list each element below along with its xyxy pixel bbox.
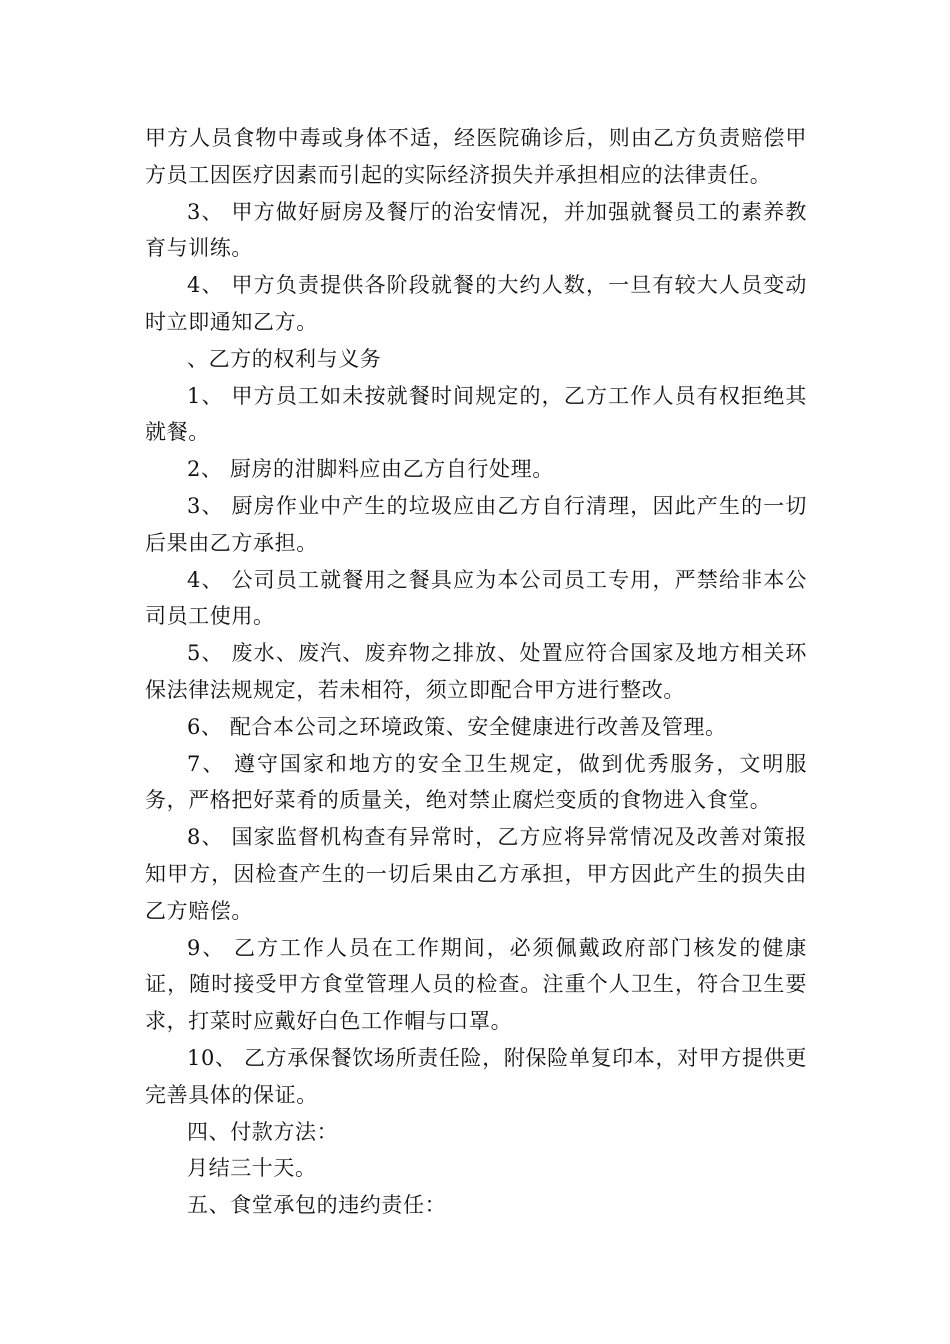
paragraph-party-a-clause-4: 4、 甲方负责提供各阶段就餐的大约人数，一旦有较大人员变动时立即通知乙方。 — [145, 273, 807, 334]
paragraph-liability-continued: 甲方人员食物中毒或身体不适，经医院确诊后，则由乙方负责赔偿甲方员工因医疗因素而引起的实际经济损失并承担相应的法律责任。 — [145, 126, 807, 187]
paragraph-party-b-clause-3: 3、 厨房作业中产生的垃圾应由乙方自行清理，因此产生的一切后果由乙方承担。 — [145, 493, 807, 555]
paragraph-party-b-clause-6: 6、 配合本公司之环境政策、安全健康进行改善及管理。 — [187, 714, 727, 739]
section-heading-payment-method: 四、付款方法： — [187, 1119, 339, 1144]
paragraph-party-b-clause-1: 1、 甲方员工如未按就餐时间规定的，乙方工作人员有权拒绝其就餐。 — [145, 383, 807, 445]
paragraph-payment-terms: 月结三十天。 — [187, 1156, 317, 1181]
document-body — [145, 120, 807, 1224]
paragraph-party-b-clause-5: 5、 废水、废汽、废弃物之排放、处置应符合国家及地方相关环保法律法规规定，若未相符，须立即配合甲方进行整改。 — [145, 641, 807, 702]
section-heading-breach-liability: 五、食堂承包的违约责任： — [187, 1193, 447, 1218]
paragraph-party-b-clause-10: 10、 乙方承保餐饮场所责任险，附保险单复印本，对甲方提供更完善具体的保证。 — [145, 1045, 807, 1107]
section-heading-party-b-rights: 、乙方的权利与义务 — [187, 346, 382, 371]
paragraph-party-b-clause-9: 9、 乙方工作人员在工作期间，必须佩戴政府部门核发的健康证，随时接受甲方食堂管理人员的检查。注重个人卫生，符合卫生要求，打菜时应戴好白色工作帽与口罩。 — [145, 935, 807, 1034]
paragraph-party-b-clause-8: 8、 国家监督机构查有异常时，乙方应将异常情况及改善对策报知甲方，因检查产生的一切后果由乙方承担，甲方因此产生的损失由乙方赔偿。 — [145, 825, 807, 923]
paragraph-party-b-clause-7: 7、 遵守国家和地方的安全卫生规定，做到优秀服务，文明服务，严格把好菜肴的质量关，绝对禁止腐烂变质的食物进入食堂。 — [145, 751, 807, 813]
paragraph-party-a-clause-3: 3、 甲方做好厨房及餐厅的治安情况，并加强就餐员工的素养教育与训练。 — [145, 199, 807, 261]
paragraph-party-b-clause-2: 2、 厨房的泔脚料应由乙方自行处理。 — [187, 457, 554, 482]
paragraph-party-b-clause-4: 4、 公司员工就餐用之餐具应为本公司员工专用，严禁给非本公司员工使用。 — [145, 567, 807, 629]
